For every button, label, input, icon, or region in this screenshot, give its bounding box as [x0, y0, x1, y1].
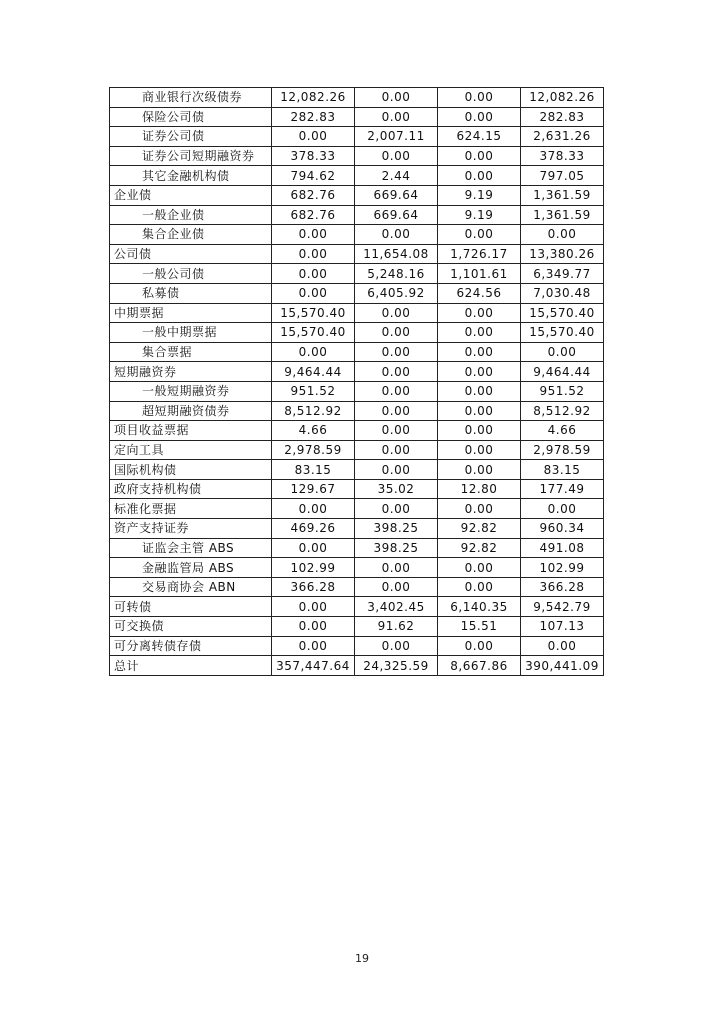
value-cell: 0.00 [438, 146, 521, 166]
row-label: 可分离转债存债 [110, 636, 272, 656]
table-row [110, 303, 604, 323]
table-row [110, 499, 604, 519]
row-label: 总计 [110, 656, 272, 676]
value-cell: 9.19 [438, 185, 521, 205]
value-cell: 92.82 [438, 538, 521, 558]
row-label: 企业债 [110, 185, 272, 205]
value-cell: 0.00 [438, 362, 521, 382]
row-label: 公司债 [110, 244, 272, 264]
value-cell: 8,512.92 [521, 401, 604, 421]
value-cell: 12,082.26 [521, 88, 604, 108]
table-row [110, 225, 604, 245]
bond-statistics-table [109, 87, 604, 676]
table-row [110, 636, 604, 656]
row-label: 资产支持证券 [110, 519, 272, 539]
table-row [110, 88, 604, 108]
value-cell: 491.08 [521, 538, 604, 558]
value-cell: 6,405.92 [355, 283, 438, 303]
value-cell: 624.56 [438, 283, 521, 303]
value-cell: 0.00 [355, 401, 438, 421]
row-label: 项目收益票据 [110, 421, 272, 441]
value-cell: 624.15 [438, 127, 521, 147]
value-cell: 1,361.59 [521, 205, 604, 225]
value-cell: 0.00 [272, 264, 355, 284]
value-cell: 0.00 [355, 303, 438, 323]
table-row [110, 479, 604, 499]
value-cell: 129.67 [272, 479, 355, 499]
value-cell: 12,082.26 [272, 88, 355, 108]
value-cell: 0.00 [438, 107, 521, 127]
value-cell: 682.76 [272, 185, 355, 205]
value-cell: 4.66 [521, 421, 604, 441]
value-cell: 282.83 [272, 107, 355, 127]
row-label: 一般中期票据 [110, 323, 272, 343]
value-cell: 0.00 [438, 88, 521, 108]
value-cell: 15,570.40 [272, 303, 355, 323]
value-cell: 15,570.40 [521, 303, 604, 323]
value-cell: 9,542.79 [521, 597, 604, 617]
value-cell: 0.00 [521, 499, 604, 519]
value-cell: 0.00 [355, 636, 438, 656]
value-cell: 91.62 [355, 617, 438, 637]
value-cell: 0.00 [438, 381, 521, 401]
value-cell: 0.00 [438, 636, 521, 656]
table-row [110, 244, 604, 264]
value-cell: 8,667.86 [438, 656, 521, 676]
value-cell: 15,570.40 [272, 323, 355, 343]
value-cell: 0.00 [438, 225, 521, 245]
value-cell: 366.28 [521, 577, 604, 597]
value-cell: 960.34 [521, 519, 604, 539]
value-cell: 9,464.44 [521, 362, 604, 382]
value-cell: 6,349.77 [521, 264, 604, 284]
value-cell: 0.00 [355, 342, 438, 362]
table-row [110, 205, 604, 225]
value-cell: 951.52 [272, 381, 355, 401]
row-label: 证券公司短期融资券 [110, 146, 272, 166]
value-cell: 2,978.59 [521, 440, 604, 460]
value-cell: 0.00 [355, 146, 438, 166]
table-row [110, 538, 604, 558]
value-cell: 669.64 [355, 205, 438, 225]
value-cell: 13,380.26 [521, 244, 604, 264]
row-label: 中期票据 [110, 303, 272, 323]
value-cell: 15.51 [438, 617, 521, 637]
value-cell: 35.02 [355, 479, 438, 499]
value-cell: 0.00 [272, 538, 355, 558]
page-number: 19 [355, 952, 369, 965]
value-cell: 0.00 [355, 107, 438, 127]
value-cell: 794.62 [272, 166, 355, 186]
value-cell: 0.00 [272, 127, 355, 147]
row-label: 超短期融资债券 [110, 401, 272, 421]
table-row [110, 421, 604, 441]
row-label: 可转债 [110, 597, 272, 617]
value-cell: 0.00 [272, 244, 355, 264]
value-cell: 2,978.59 [272, 440, 355, 460]
value-cell: 107.13 [521, 617, 604, 637]
table-body [110, 88, 604, 676]
value-cell: 0.00 [438, 499, 521, 519]
row-label: 集合企业债 [110, 225, 272, 245]
table-row [110, 401, 604, 421]
value-cell: 2.44 [355, 166, 438, 186]
value-cell: 1,361.59 [521, 185, 604, 205]
row-label: 短期融资券 [110, 362, 272, 382]
value-cell: 0.00 [355, 362, 438, 382]
value-cell: 0.00 [438, 577, 521, 597]
value-cell: 682.76 [272, 205, 355, 225]
table-row [110, 264, 604, 284]
value-cell: 5,248.16 [355, 264, 438, 284]
value-cell: 3,402.45 [355, 597, 438, 617]
table-row [110, 107, 604, 127]
value-cell: 469.26 [272, 519, 355, 539]
value-cell: 0.00 [272, 283, 355, 303]
value-cell: 11,654.08 [355, 244, 438, 264]
value-cell: 0.00 [438, 558, 521, 578]
table-row [110, 460, 604, 480]
row-label: 一般企业债 [110, 205, 272, 225]
value-cell: 0.00 [355, 499, 438, 519]
value-cell: 102.99 [521, 558, 604, 578]
value-cell: 0.00 [355, 460, 438, 480]
value-cell: 2,631.26 [521, 127, 604, 147]
value-cell: 0.00 [355, 440, 438, 460]
value-cell: 4.66 [272, 421, 355, 441]
value-cell: 797.05 [521, 166, 604, 186]
value-cell: 0.00 [272, 597, 355, 617]
value-cell: 0.00 [355, 88, 438, 108]
value-cell: 12.80 [438, 479, 521, 499]
value-cell: 0.00 [438, 440, 521, 460]
value-cell: 2,007.11 [355, 127, 438, 147]
value-cell: 102.99 [272, 558, 355, 578]
table-row [110, 381, 604, 401]
value-cell: 669.64 [355, 185, 438, 205]
value-cell: 7,030.48 [521, 283, 604, 303]
table-row [110, 597, 604, 617]
value-cell: 0.00 [438, 401, 521, 421]
value-cell: 0.00 [355, 225, 438, 245]
row-label: 可交换债 [110, 617, 272, 637]
table-row [110, 519, 604, 539]
value-cell: 24,325.59 [355, 656, 438, 676]
table-row [110, 166, 604, 186]
row-label: 定向工具 [110, 440, 272, 460]
table-row [110, 656, 604, 676]
value-cell: 0.00 [438, 303, 521, 323]
row-label: 标准化票据 [110, 499, 272, 519]
value-cell: 390,441.09 [521, 656, 604, 676]
row-label: 国际机构债 [110, 460, 272, 480]
table-row [110, 440, 604, 460]
value-cell: 0.00 [272, 225, 355, 245]
value-cell: 1,726.17 [438, 244, 521, 264]
value-cell: 6,140.35 [438, 597, 521, 617]
value-cell: 1,101.61 [438, 264, 521, 284]
row-label: 私募债 [110, 283, 272, 303]
row-label: 政府支持机构债 [110, 479, 272, 499]
value-cell: 0.00 [438, 166, 521, 186]
value-cell: 0.00 [355, 421, 438, 441]
value-cell: 83.15 [272, 460, 355, 480]
row-label: 保险公司债 [110, 107, 272, 127]
table-row [110, 283, 604, 303]
row-label: 交易商协会 ABN [110, 577, 272, 597]
value-cell: 9.19 [438, 205, 521, 225]
value-cell: 92.82 [438, 519, 521, 539]
value-cell: 8,512.92 [272, 401, 355, 421]
value-cell: 0.00 [355, 558, 438, 578]
value-cell: 357,447.64 [272, 656, 355, 676]
value-cell: 0.00 [272, 342, 355, 362]
value-cell: 0.00 [521, 636, 604, 656]
table-row [110, 146, 604, 166]
table-row [110, 342, 604, 362]
value-cell: 0.00 [355, 323, 438, 343]
table-row [110, 558, 604, 578]
value-cell: 378.33 [521, 146, 604, 166]
value-cell: 398.25 [355, 519, 438, 539]
value-cell: 0.00 [272, 499, 355, 519]
value-cell: 9,464.44 [272, 362, 355, 382]
row-label: 集合票据 [110, 342, 272, 362]
row-label: 一般短期融资券 [110, 381, 272, 401]
value-cell: 177.49 [521, 479, 604, 499]
table-row [110, 617, 604, 637]
value-cell: 15,570.40 [521, 323, 604, 343]
value-cell: 0.00 [521, 342, 604, 362]
table-row [110, 127, 604, 147]
table-row [110, 577, 604, 597]
value-cell: 0.00 [438, 460, 521, 480]
row-label: 其它金融机构债 [110, 166, 272, 186]
value-cell: 0.00 [272, 636, 355, 656]
value-cell: 282.83 [521, 107, 604, 127]
value-cell: 0.00 [521, 225, 604, 245]
value-cell: 0.00 [355, 577, 438, 597]
value-cell: 951.52 [521, 381, 604, 401]
value-cell: 398.25 [355, 538, 438, 558]
value-cell: 83.15 [521, 460, 604, 480]
table-row [110, 362, 604, 382]
row-label: 一般公司债 [110, 264, 272, 284]
value-cell: 378.33 [272, 146, 355, 166]
value-cell: 0.00 [355, 381, 438, 401]
table-row [110, 185, 604, 205]
value-cell: 0.00 [438, 342, 521, 362]
value-cell: 0.00 [438, 421, 521, 441]
row-label: 商业银行次级债券 [110, 88, 272, 108]
row-label: 金融监管局 ABS [110, 558, 272, 578]
table-row [110, 323, 604, 343]
value-cell: 366.28 [272, 577, 355, 597]
row-label: 证券公司债 [110, 127, 272, 147]
value-cell: 0.00 [438, 323, 521, 343]
value-cell: 0.00 [272, 617, 355, 637]
row-label: 证监会主管 ABS [110, 538, 272, 558]
